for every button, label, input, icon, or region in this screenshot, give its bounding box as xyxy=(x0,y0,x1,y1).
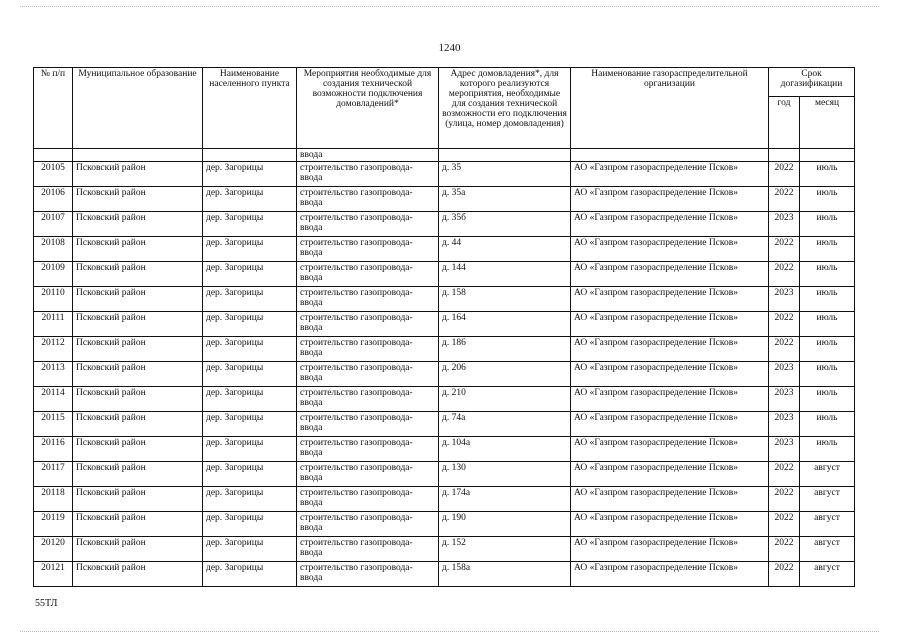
cell-address: д. 74а xyxy=(439,412,571,437)
cell-address: д. 35 xyxy=(439,162,571,187)
cell-month: июль xyxy=(800,187,855,212)
cell-measure: строительство газопровода-ввода xyxy=(297,162,439,187)
cell-year: 2023 xyxy=(769,437,800,462)
cell-month: июль xyxy=(800,337,855,362)
cell-settlement: дер. Загорицы xyxy=(203,412,297,437)
cell-address: д. 190 xyxy=(439,512,571,537)
cell-address: д. 35б xyxy=(439,212,571,237)
table-row xyxy=(34,212,855,237)
cell-empty xyxy=(769,149,800,162)
header-organization: Наименование газораспределительной организации xyxy=(571,68,769,149)
table-row xyxy=(34,512,855,537)
table-row xyxy=(34,437,855,462)
cell-num: 20111 xyxy=(34,312,73,337)
cell-address: д. 144 xyxy=(439,262,571,287)
cell-organization: АО «Газпром газораспределение Псков» xyxy=(571,437,769,462)
cell-num: 20108 xyxy=(34,237,73,262)
cell-year: 2022 xyxy=(769,487,800,512)
cell-measure: строительство газопровода-ввода xyxy=(297,287,439,312)
table-row xyxy=(34,187,855,212)
cell-organization: АО «Газпром газораспределение Псков» xyxy=(571,487,769,512)
table-row xyxy=(34,312,855,337)
cell-organization: АО «Газпром газораспределение Псков» xyxy=(571,412,769,437)
cell-year: 2022 xyxy=(769,187,800,212)
cell-measure: строительство газопровода-ввода xyxy=(297,262,439,287)
table-row xyxy=(34,362,855,387)
cell-num: 20106 xyxy=(34,187,73,212)
cell-address: д. 206 xyxy=(439,362,571,387)
cell-organization: АО «Газпром газораспределение Псков» xyxy=(571,512,769,537)
cell-municipality: Псковский район xyxy=(73,337,203,362)
cell-municipality: Псковский район xyxy=(73,362,203,387)
cell-month: август xyxy=(800,462,855,487)
cell-organization: АО «Газпром газораспределение Псков» xyxy=(571,537,769,562)
cell-address: д. 130 xyxy=(439,462,571,487)
cell-measure: строительство газопровода-ввода xyxy=(297,412,439,437)
cell-settlement: дер. Загорицы xyxy=(203,162,297,187)
cell-measure: строительство газопровода-ввода xyxy=(297,562,439,587)
cell-municipality: Псковский район xyxy=(73,412,203,437)
table-row xyxy=(34,337,855,362)
cell-num: 20121 xyxy=(34,562,73,587)
cell-num: 20115 xyxy=(34,412,73,437)
cell-empty xyxy=(73,149,203,162)
cell-measure: строительство газопровода-ввода xyxy=(297,462,439,487)
cell-empty xyxy=(439,149,571,162)
table-header-row xyxy=(34,68,855,97)
cell-year: 2023 xyxy=(769,362,800,387)
cell-municipality: Псковский район xyxy=(73,312,203,337)
cell-municipality: Псковский район xyxy=(73,262,203,287)
cell-month: август xyxy=(800,562,855,587)
cell-year: 2023 xyxy=(769,212,800,237)
cell-empty xyxy=(34,149,73,162)
cell-year: 2022 xyxy=(769,162,800,187)
cell-settlement: дер. Загорицы xyxy=(203,337,297,362)
cell-municipality: Псковский район xyxy=(73,187,203,212)
cell-organization: АО «Газпром газораспределение Псков» xyxy=(571,162,769,187)
cell-year: 2023 xyxy=(769,412,800,437)
cell-municipality: Псковский район xyxy=(73,437,203,462)
cell-settlement: дер. Загорицы xyxy=(203,237,297,262)
cell-year: 2022 xyxy=(769,237,800,262)
cell-month: июль xyxy=(800,162,855,187)
cell-organization: АО «Газпром газораспределение Псков» xyxy=(571,337,769,362)
cell-year: 2023 xyxy=(769,287,800,312)
table-row xyxy=(34,487,855,512)
cell-settlement: дер. Загорицы xyxy=(203,487,297,512)
cell-month: август xyxy=(800,537,855,562)
cell-municipality: Псковский район xyxy=(73,387,203,412)
cell-month: июль xyxy=(800,237,855,262)
cell-organization: АО «Газпром газораспределение Псков» xyxy=(571,287,769,312)
cell-organization: АО «Газпром газораспределение Псков» xyxy=(571,212,769,237)
header-municipality: Муниципальное образование xyxy=(73,68,203,149)
cell-num: 20117 xyxy=(34,462,73,487)
cell-measure: строительство газопровода-ввода xyxy=(297,437,439,462)
table-row xyxy=(34,562,855,587)
cell-num: 20107 xyxy=(34,212,73,237)
cell-num: 20113 xyxy=(34,362,73,387)
cell-num: 20120 xyxy=(34,537,73,562)
cell-settlement: дер. Загорицы xyxy=(203,387,297,412)
cell-municipality: Псковский район xyxy=(73,287,203,312)
cell-municipality: Псковский район xyxy=(73,212,203,237)
cell-municipality: Псковский район xyxy=(73,562,203,587)
cell-month: июль xyxy=(800,437,855,462)
cell-year: 2023 xyxy=(769,387,800,412)
cell-year: 2022 xyxy=(769,512,800,537)
header-month: месяц xyxy=(800,97,855,149)
cell-num: 20112 xyxy=(34,337,73,362)
cell-month: июль xyxy=(800,412,855,437)
cell-measure: строительство газопровода-ввода xyxy=(297,312,439,337)
cell-month: июль xyxy=(800,312,855,337)
cell-municipality: Псковский район xyxy=(73,487,203,512)
table-row xyxy=(34,262,855,287)
cell-address: д. 186 xyxy=(439,337,571,362)
cell-municipality: Псковский район xyxy=(73,162,203,187)
cell-month: июль xyxy=(800,212,855,237)
cell-settlement: дер. Загорицы xyxy=(203,262,297,287)
page-number: 1240 xyxy=(438,42,461,54)
header-settlement: Наименование населенного пункта xyxy=(203,68,297,149)
cell-municipality: Псковский район xyxy=(73,537,203,562)
cell-num: 20105 xyxy=(34,162,73,187)
cell-settlement: дер. Загорицы xyxy=(203,312,297,337)
table-row xyxy=(34,462,855,487)
header-year: год xyxy=(769,97,800,149)
cell-address: д. 104а xyxy=(439,437,571,462)
cell-num: 20114 xyxy=(34,387,73,412)
cell-empty xyxy=(571,149,769,162)
cell-year: 2022 xyxy=(769,537,800,562)
cell-organization: АО «Газпром газораспределение Псков» xyxy=(571,312,769,337)
footer-code: 55ТЛ xyxy=(35,598,58,609)
cell-year: 2022 xyxy=(769,562,800,587)
table-row xyxy=(34,162,855,187)
cell-month: июль xyxy=(800,387,855,412)
cell-month: июль xyxy=(800,287,855,312)
table-row xyxy=(34,537,855,562)
cell-year: 2022 xyxy=(769,312,800,337)
cell-measure: строительство газопровода-ввода xyxy=(297,537,439,562)
cell-empty xyxy=(800,149,855,162)
gasification-table xyxy=(33,67,855,587)
cell-settlement: дер. Загорицы xyxy=(203,537,297,562)
continuation-measure: ввода xyxy=(297,149,439,162)
cell-settlement: дер. Загорицы xyxy=(203,362,297,387)
cell-settlement: дер. Загорицы xyxy=(203,437,297,462)
cell-address: д. 164 xyxy=(439,312,571,337)
cell-measure: строительство газопровода-ввода xyxy=(297,187,439,212)
header-term: Срок догазификации xyxy=(769,68,855,97)
scan-edge-top xyxy=(20,6,879,8)
cell-organization: АО «Газпром газораспределение Псков» xyxy=(571,362,769,387)
cell-settlement: дер. Загорицы xyxy=(203,187,297,212)
cell-address: д. 35а xyxy=(439,187,571,212)
cell-num: 20110 xyxy=(34,287,73,312)
cell-organization: АО «Газпром газораспределение Псков» xyxy=(571,262,769,287)
cell-measure: строительство газопровода-ввода xyxy=(297,337,439,362)
cell-settlement: дер. Загорицы xyxy=(203,512,297,537)
cell-num: 20119 xyxy=(34,512,73,537)
cell-measure: строительство газопровода-ввода xyxy=(297,512,439,537)
cell-num: 20109 xyxy=(34,262,73,287)
header-num: № п/п xyxy=(34,68,73,149)
cell-settlement: дер. Загорицы xyxy=(203,212,297,237)
cell-organization: АО «Газпром газораспределение Псков» xyxy=(571,387,769,412)
cell-address: д. 158 xyxy=(439,287,571,312)
cell-organization: АО «Газпром газораспределение Псков» xyxy=(571,462,769,487)
scan-edge-bottom xyxy=(20,631,879,633)
cell-measure: строительство газопровода-ввода xyxy=(297,387,439,412)
cell-measure: строительство газопровода-ввода xyxy=(297,237,439,262)
cell-municipality: Псковский район xyxy=(73,237,203,262)
cell-address: д. 44 xyxy=(439,237,571,262)
cell-address: д. 174а xyxy=(439,487,571,512)
cell-month: июль xyxy=(800,362,855,387)
header-address: Адрес домовладения*, для которого реализуются мероприятия, необходимые для создания технической возможности его подключения (улица, номер домовладения) xyxy=(439,68,571,149)
cell-measure: строительство газопровода-ввода xyxy=(297,362,439,387)
cell-measure: строительство газопровода-ввода xyxy=(297,212,439,237)
cell-settlement: дер. Загорицы xyxy=(203,462,297,487)
table-body xyxy=(34,149,855,587)
cell-settlement: дер. Загорицы xyxy=(203,287,297,312)
cell-num: 20116 xyxy=(34,437,73,462)
header-measure: Мероприятия необходимые для создания технической возможности подключения домовладений* xyxy=(297,68,439,149)
table-row xyxy=(34,412,855,437)
cell-organization: АО «Газпром газораспределение Псков» xyxy=(571,562,769,587)
cell-empty xyxy=(203,149,297,162)
cell-settlement: дер. Загорицы xyxy=(203,562,297,587)
cell-num: 20118 xyxy=(34,487,73,512)
table-row xyxy=(34,237,855,262)
cell-year: 2022 xyxy=(769,337,800,362)
continuation-row xyxy=(34,149,855,162)
cell-municipality: Псковский район xyxy=(73,462,203,487)
table-row xyxy=(34,387,855,412)
cell-organization: АО «Газпром газораспределение Псков» xyxy=(571,187,769,212)
cell-address: д. 210 xyxy=(439,387,571,412)
cell-month: июль xyxy=(800,262,855,287)
cell-year: 2022 xyxy=(769,262,800,287)
cell-year: 2022 xyxy=(769,462,800,487)
cell-month: август xyxy=(800,512,855,537)
cell-measure: строительство газопровода-ввода xyxy=(297,487,439,512)
cell-address: д. 152 xyxy=(439,537,571,562)
cell-month: август xyxy=(800,487,855,512)
cell-municipality: Псковский район xyxy=(73,512,203,537)
table-row xyxy=(34,287,855,312)
cell-address: д. 158а xyxy=(439,562,571,587)
cell-organization: АО «Газпром газораспределение Псков» xyxy=(571,237,769,262)
